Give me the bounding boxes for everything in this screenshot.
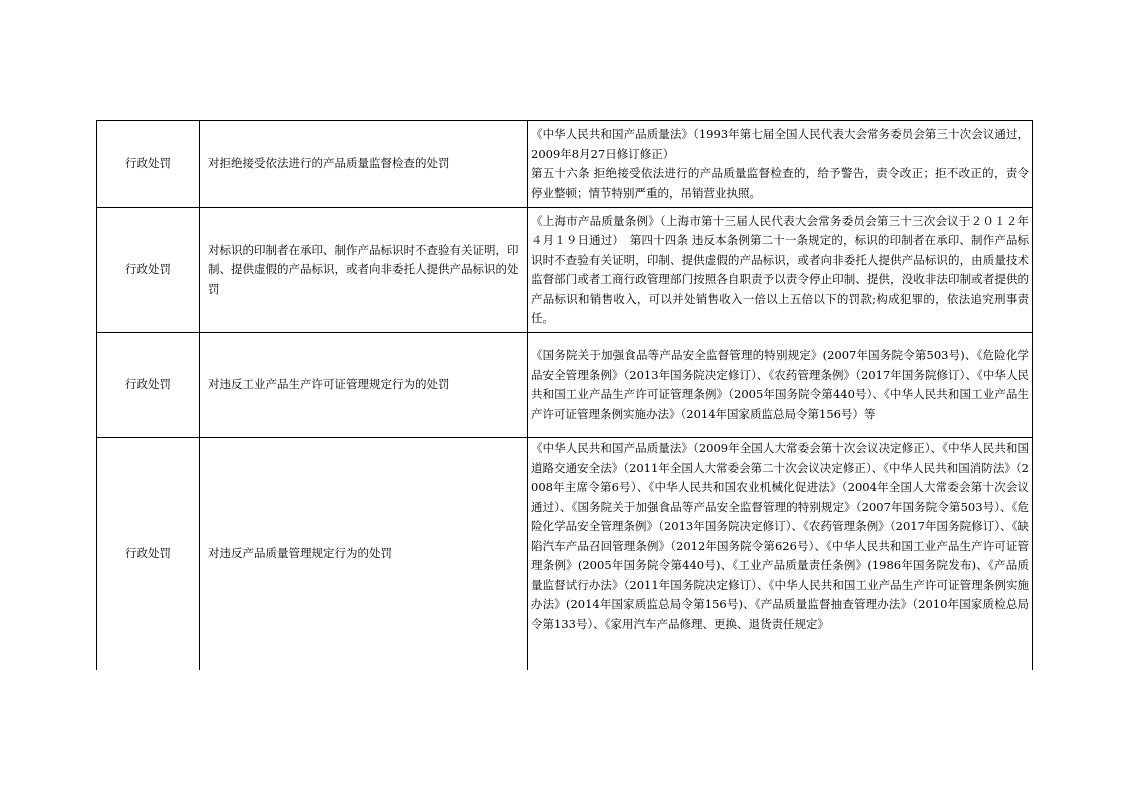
penalty-type-cell: 行政处罚	[97, 121, 200, 208]
legal-basis-text: 《上海市产品质量条例》（上海市第十三届人民代表大会常务委员会第三十三次会议于２０１２年４月１９日通过） 第四十四条 违反本条例第二十一条规定的，标识的印制者在承印、制作产品标识时不查验有关证明，印制、提供虚假的产品标识，或者向非委托人提供产品标识的，由质量技术监督部门或者工商行政管理部门按照各自职责予以责令停止印制、提供，没收非法印制或者提供的产品标识和销售收入，可以并处销售收入一倍以上五倍以下的罚款;构成犯罪的，依法追究刑事责任。	[531, 213, 1029, 325]
table-row	[97, 121, 1033, 208]
legal-basis-text: 《中华人民共和国产品质量法》（2009年全国人大常委会第十次会议决定修正）、《中华人民共和国道路交通安全法》（2011年全国人大常委会第二十次会议决定修正）、《中华人民共和国消防法》（2008年主席令第6号）、《中华人民共和国农业机械化促进法》（2004年全国人大常委会第十次会议通过）、《国务院关于加强食品等产品安全监督管理的特别规定》（2007年国务院令第503号）、《危险化学品安全管理条例》（2013年国务院决定修订）、《农药管理条例》（2017年国务院修订）、《缺陷汽车产品召回管理条例》（2012年国务院令第626号）、《中华人民共和国工业产品生产许可证管理条例》(2005年国务院令第440号)、《工业产品质量责任条例》(1986年国务院发布)、《产品质量监督试行办法》（2011年国务院决定修订）、《中华人民共和国工业产品生产许可证管理条例实施办法》(2014年国家质监总局令第156号)、《产品质量监督抽查管理办法》（2010年国家质检总局令第133号）、《家用汽车产品修理、更换、退货责任规定》	[531, 441, 1029, 631]
table-row	[97, 438, 1033, 671]
penalty-name-cell: 对拒绝接受依法进行的产品质量监督检查的处罚	[200, 121, 528, 208]
table-row	[97, 208, 1033, 333]
table-row	[97, 333, 1033, 438]
legal-basis-cell	[528, 208, 1033, 333]
penalty-name-cell: 对违反工业产品生产许可证管理规定行为的处罚	[200, 333, 528, 438]
regulation-table	[96, 120, 1033, 670]
penalty-name-cell: 对标识的印制者在承印、制作产品标识时不查验有关证明，印制、提供虚假的产品标识，或者向非委托人提供产品标识的处罚	[200, 208, 528, 333]
legal-basis-text: 第五十六条 拒绝接受依法进行的产品质量监督检查的，给予警告，责令改正；拒不改正的，责令停业整顿；情节特别严重的，吊销营业执照。	[531, 166, 1029, 200]
legal-basis-clip	[531, 439, 1029, 669]
legal-basis-cell	[528, 333, 1033, 438]
legal-basis-cell	[528, 121, 1033, 208]
penalty-type-cell: 行政处罚	[97, 438, 200, 671]
penalty-name-cell: 对违反产品质量管理规定行为的处罚	[200, 438, 528, 671]
penalty-type-cell: 行政处罚	[97, 333, 200, 438]
legal-basis-text: 《中华人民共和国产品质量法》（1993年第七届全国人民代表大会常务委员会第三十次会议通过，2009年8月27日修订修正）	[531, 127, 1029, 161]
penalty-type-cell: 行政处罚	[97, 208, 200, 333]
legal-basis-text: 《国务院关于加强食品等产品安全监督管理的特别规定》(2007年国务院令第503号)、《危险化学品安全管理条例》（2013年国务院决定修订）、《农药管理条例》（2017年国务院修订）、《中华人民共和国工业产品生产许可证管理条例》（2005年国务院令第440号）、《中华人民共和国工业产品生产许可证管理条例实施办法》（2014年国家质监总局令第156号）等	[531, 348, 1029, 421]
legal-basis-cell	[528, 438, 1033, 671]
